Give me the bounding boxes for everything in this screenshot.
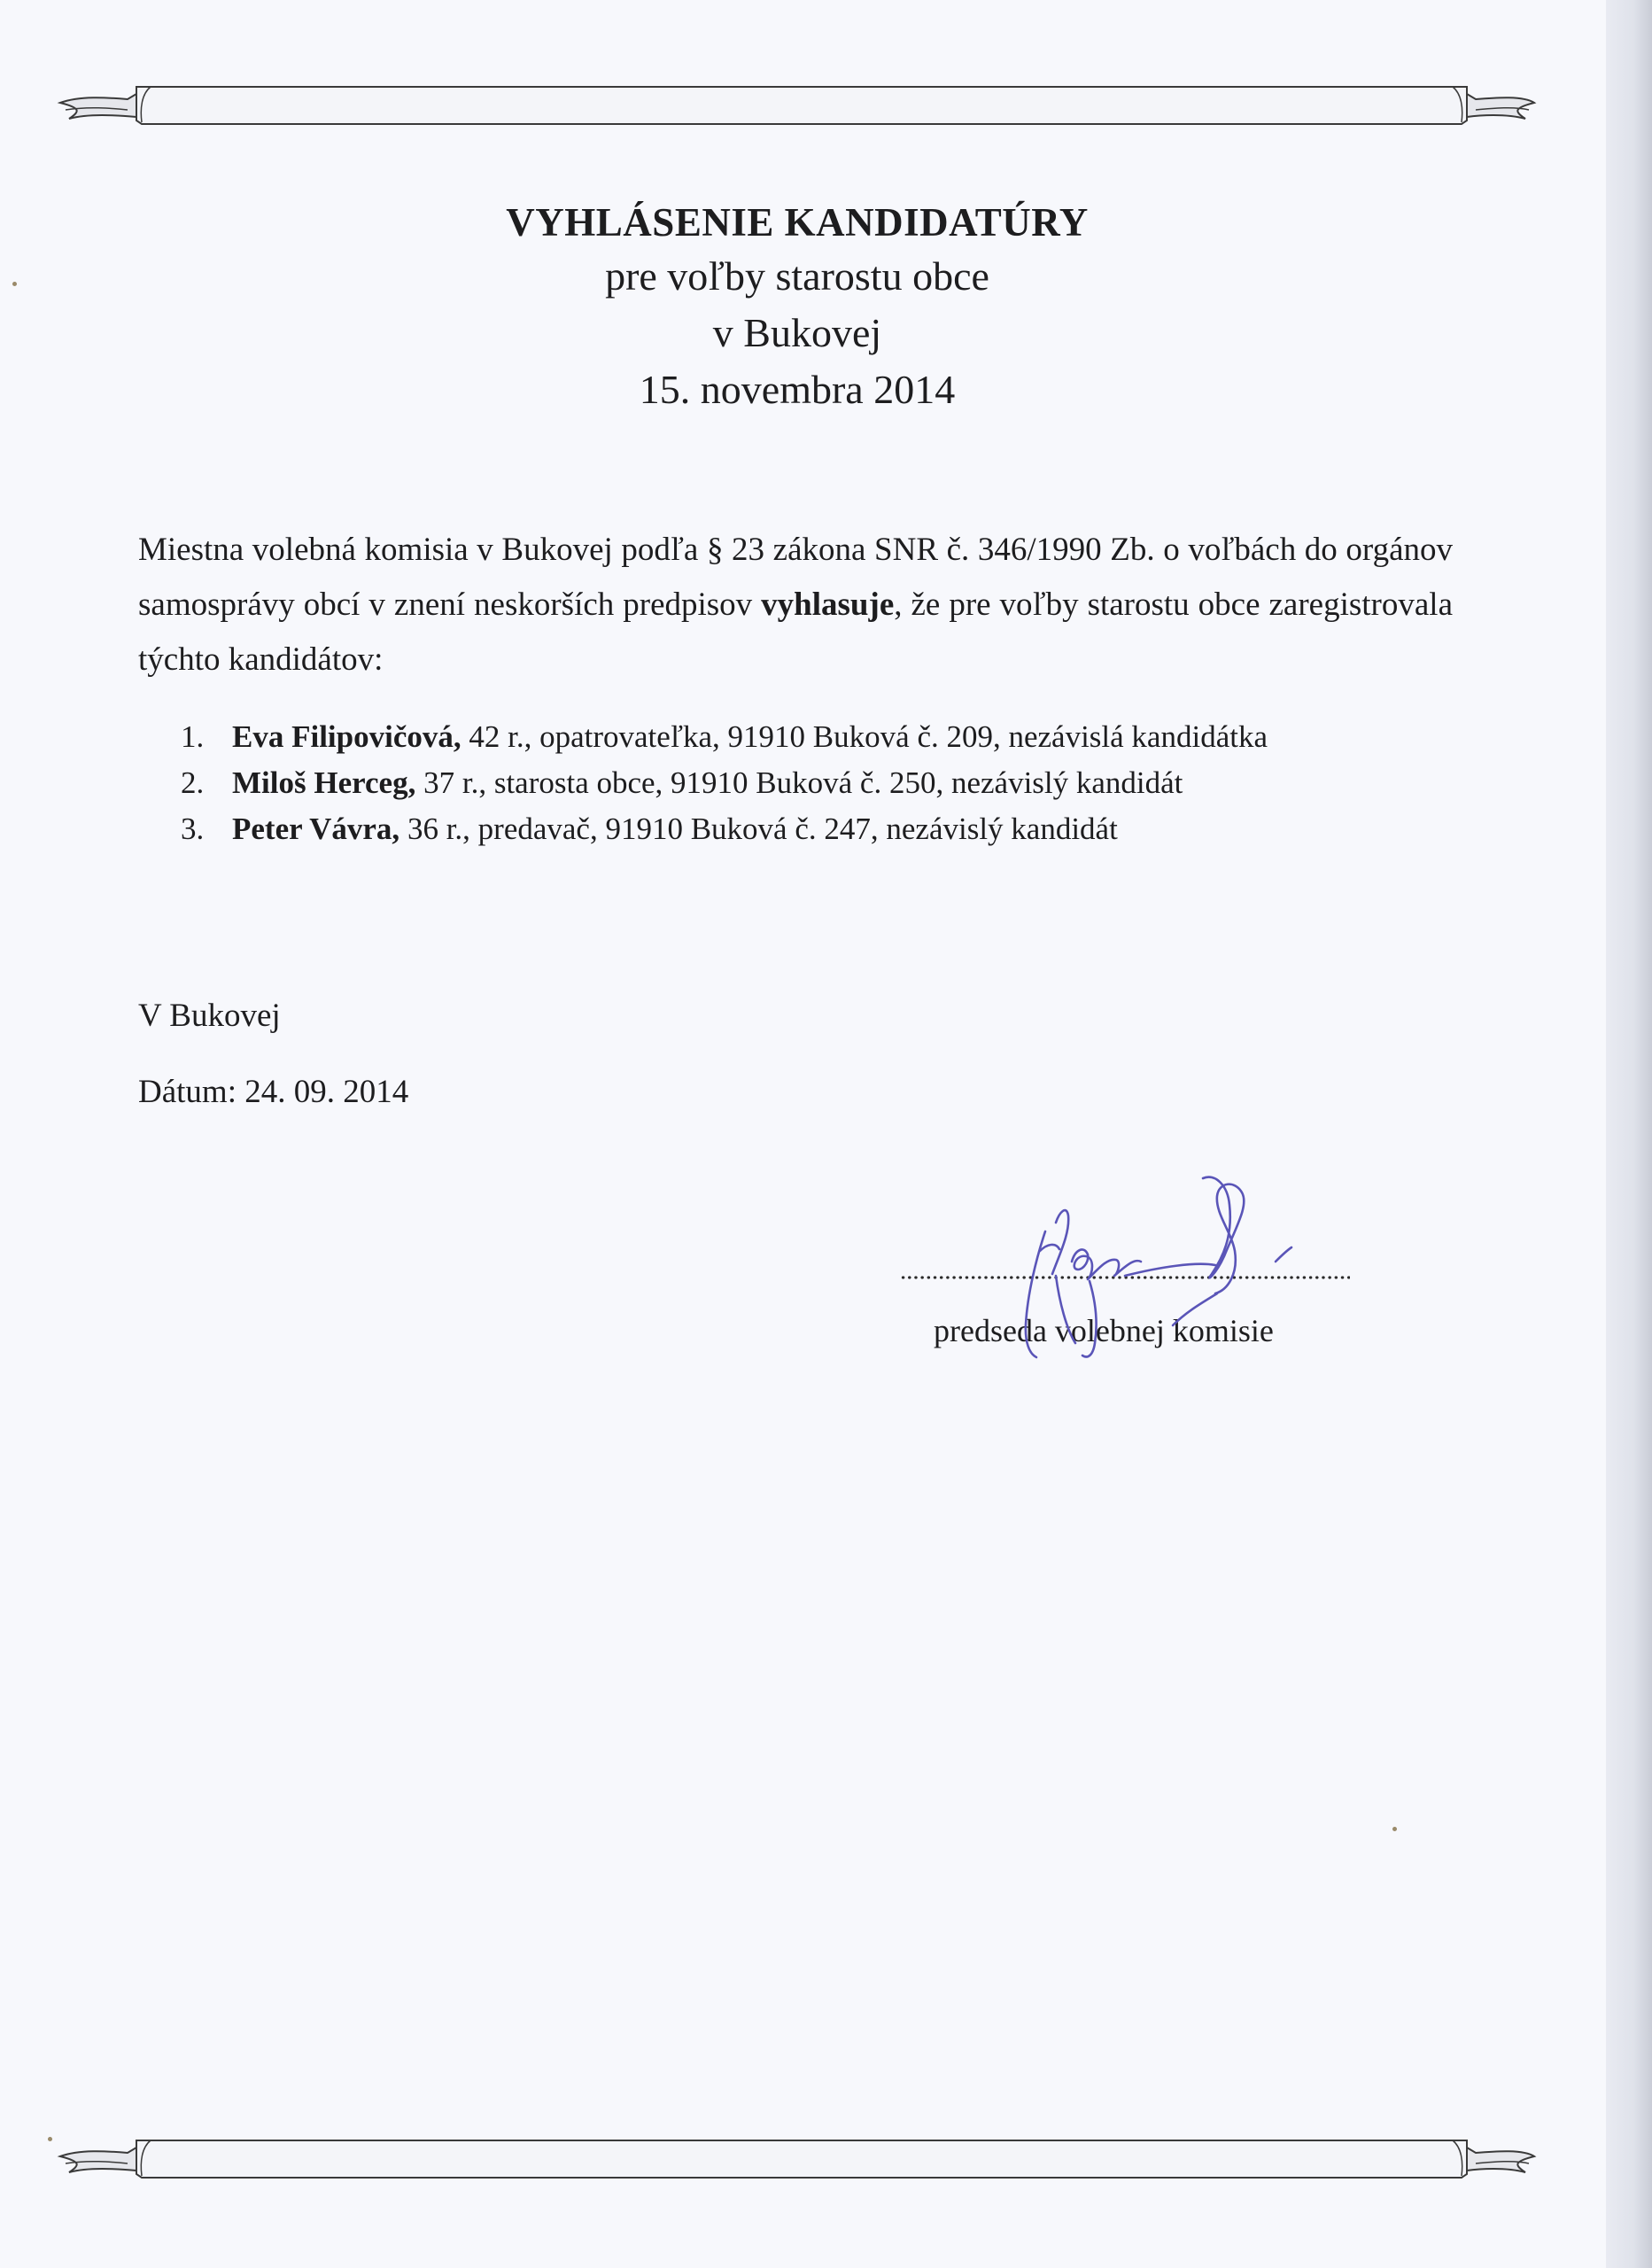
candidate-number: 2.	[181, 765, 205, 800]
candidate-number: 1.	[181, 719, 205, 754]
scan-speck	[12, 282, 17, 286]
candidate-details: 42 r., opatrovateľka, 91910 Buková č. 209, nezávislá kandidátka	[461, 719, 1268, 754]
date-text: Dátum: 24. 09. 2014	[138, 1074, 409, 1110]
intro-text-after: , že pre voľby starostu obce zaregistrovala týchto kandidátov:	[138, 586, 1453, 678]
top-banner-border	[53, 73, 1541, 144]
candidate-name: Peter Vávra,	[232, 812, 400, 846]
document-title: VYHLÁSENIE KANDIDATÚRY	[506, 200, 1089, 245]
intro-bold-word: vyhlasuje	[761, 586, 895, 623]
scan-edge-shadow	[1606, 0, 1652, 2268]
title-subline-election: pre voľby starostu obce	[605, 253, 989, 299]
bottom-banner-border	[53, 2126, 1541, 2197]
intro-text-before: Miestna volebná komisia v Bukovej podľa § 23 zákona SNR č. 346/1990 Zb. o voľbách do orgánov samosprávy obcí v znení neskorších predpisov	[138, 532, 1453, 623]
scan-speck	[1392, 1827, 1397, 1831]
candidate-list	[181, 714, 1509, 852]
candidate-name: Eva Filipovičová,	[232, 719, 461, 754]
list-item	[181, 760, 1509, 806]
title-subline-place: v Bukovej	[712, 310, 882, 355]
candidate-details: 36 r., predavač, 91910 Buková č. 247, nezávislý kandidát	[399, 812, 1118, 846]
place-text: V Bukovej	[138, 998, 281, 1034]
handwritten-signature	[983, 1169, 1320, 1364]
candidate-details: 37 r., starosta obce, 91910 Buková č. 250, nezávislý kandidát	[415, 765, 1183, 800]
signature-role: predseda volebnej komisie	[934, 1313, 1274, 1348]
list-item	[181, 714, 1509, 760]
title-block	[0, 197, 1594, 418]
scan-speck	[48, 2137, 52, 2141]
candidate-name: Miloš Herceg,	[232, 765, 416, 800]
candidate-number: 3.	[181, 812, 205, 846]
title-subline-date: 15. novembra 2014	[639, 367, 956, 412]
intro-paragraph	[138, 523, 1453, 687]
list-item	[181, 806, 1509, 852]
